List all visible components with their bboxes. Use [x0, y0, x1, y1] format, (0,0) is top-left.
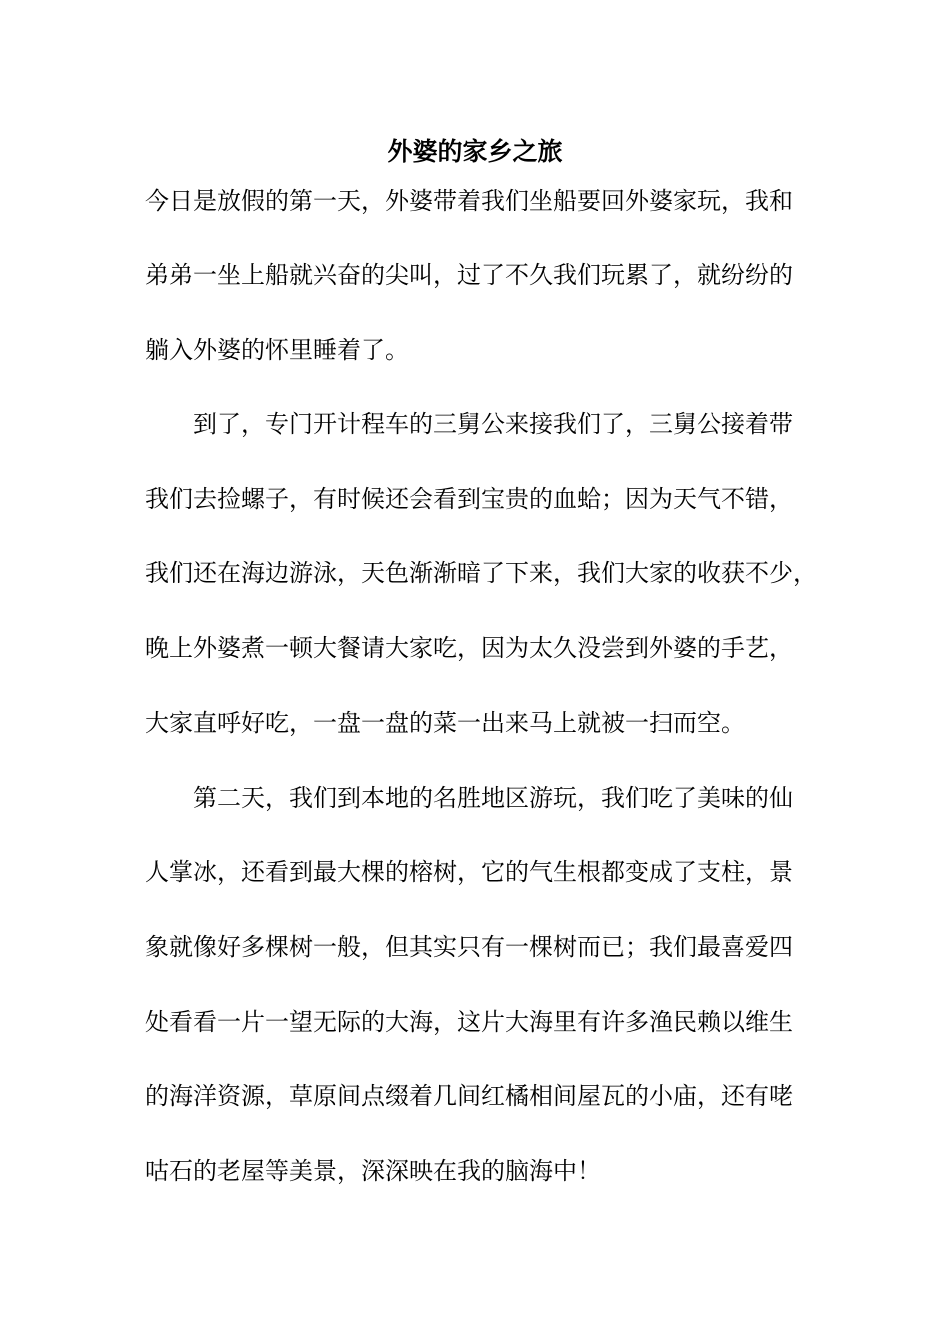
text-line: 第二天，我们到本地的名胜地区游玩，我们吃了美味的仙 — [145, 784, 793, 812]
text-line: 处看看一片一望无际的大海，这片大海里有许多渔民赖以维生 — [145, 1008, 793, 1036]
text-line: 的海洋资源，草原间点缀着几间红橘相间屋瓦的小庙，还有咾 — [145, 1082, 793, 1110]
text-line: 我们去捡螺子，有时候还会看到宝贵的血蛤；因为天气不错， — [145, 485, 793, 513]
text-line: 象就像好多棵树一般，但其实只有一棵树而已；我们最喜爱四 — [145, 933, 793, 961]
text-line: 晚上外婆煮一顿大餐请大家吃，因为太久没尝到外婆的手艺， — [145, 634, 793, 662]
text-line: 大家直呼好吃，一盘一盘的菜一出来马上就被一扫而空。 — [145, 709, 745, 737]
text-line: 弟弟一坐上船就兴奋的尖叫，过了不久我们玩累了，就纷纷的 — [145, 261, 793, 289]
document-title: 外婆的家乡之旅 — [387, 137, 563, 166]
text-line: 人掌冰，还看到最大棵的榕树，它的气生根都变成了支柱，景 — [145, 858, 793, 886]
text-line: 我们还在海边游泳，天色渐渐暗了下来，我们大家的收获不少， — [145, 559, 817, 587]
text-line: 今日是放假的第一天，外婆带着我们坐船要回外婆家玩，我和 — [145, 187, 793, 215]
text-line: 躺入外婆的怀里睡着了。 — [145, 336, 409, 364]
text-line: 到了，专门开计程车的三舅公来接我们了，三舅公接着带 — [145, 410, 793, 438]
text-line: 咕石的老屋等美景，深深映在我的脑海中！ — [145, 1157, 601, 1185]
